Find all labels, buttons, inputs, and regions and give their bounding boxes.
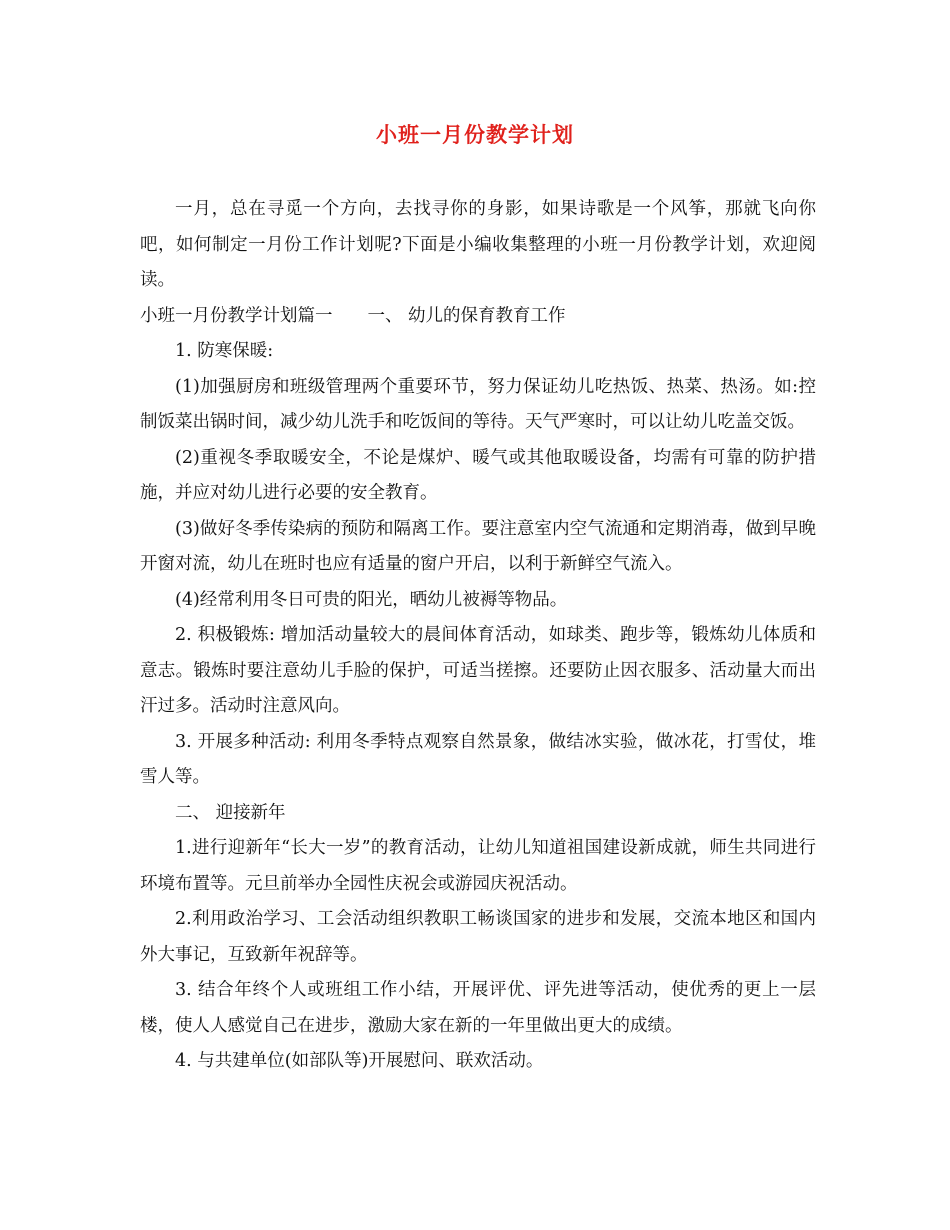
subheading-keep-warm: 1. 防寒保暖: [175,341,274,361]
paragraph-item-2: (2)重视冬季取暖安全，不论是煤炉、暖气或其他取暖设备，均需有可靠的防护措施，并应对幼儿进行必要的安全教育。 [140,447,816,503]
paragraph-item-4: (4)经常利用冬日可贵的阳光，晒幼儿被褥等物品。 [175,589,568,610]
paragraph-exercise: 2. 积极锻炼: 增加活动量较大的晨间体育活动，如球类、跑步等，锻炼幼儿体质和意志。锻炼时要注意幼儿手脸的保护，可适当搓擦。还要防止因衣服多、活动量大而出汗过多。活动时注意风向。 [140,625,816,716]
paragraph-item-3: (3)做好冬季传染病的预防和隔离工作。要注意室内空气流通和定期消毒，做到早晚开窗对流，幼儿在班时也应有适量的窗户开启，以利于新鲜空气流入。 [140,518,816,574]
document-body [140,192,816,1080]
paragraph-activities: 3. 开展多种活动: 利用冬季特点观察自然景象，做结冰实验，做冰花，打雪仗，堆雪人等。 [140,731,816,787]
section-heading-new-year: 二、 迎接新年 [175,802,286,823]
paragraph-new-year-1: 1.进行迎新年“长大一岁”的教育活动，让幼儿知道祖国建设新成就，师生共同进行环境布置等。元旦前举办全园性庆祝会或游园庆祝活动。 [140,838,816,894]
paragraph-item-1: (1)加强厨房和班级管理两个重要环节，努力保证幼儿吃热饭、热菜、热汤。如:控制饭菜出锅时间，减少幼儿洗手和吃饭间的等待。天气严寒时，可以让幼儿吃盖交饭。 [140,376,816,432]
paragraph-new-year-2: 2.利用政治学习、工会活动组织教职工畅谈国家的进步和发展，交流本地区和国内外大事记，互致新年祝辞等。 [140,909,816,965]
paragraph-new-year-3: 3. 结合年终个人或班组工作小结，开展评优、评先进等活动，使优秀的更上一层楼，使人人感觉自己在进步，激励大家在新的一年里做出更大的成绩。 [140,980,816,1036]
section-heading-part-one: 小班一月份教学计划篇一 一、 幼儿的保育教育工作 [140,305,566,326]
intro-paragraph: 一月，总在寻觅一个方向，去找寻你的身影，如果诗歌是一个风筝，那就飞向你吧，如何制定一月份工作计划呢?下面是小编收集整理的小班一月份教学计划，欢迎阅读。 [140,199,816,290]
paragraph-new-year-4: 4. 与共建单位(如部队等)开展慰问、联欢活动。 [175,1051,544,1071]
document-title: 小班一月份教学计划 [376,122,574,147]
